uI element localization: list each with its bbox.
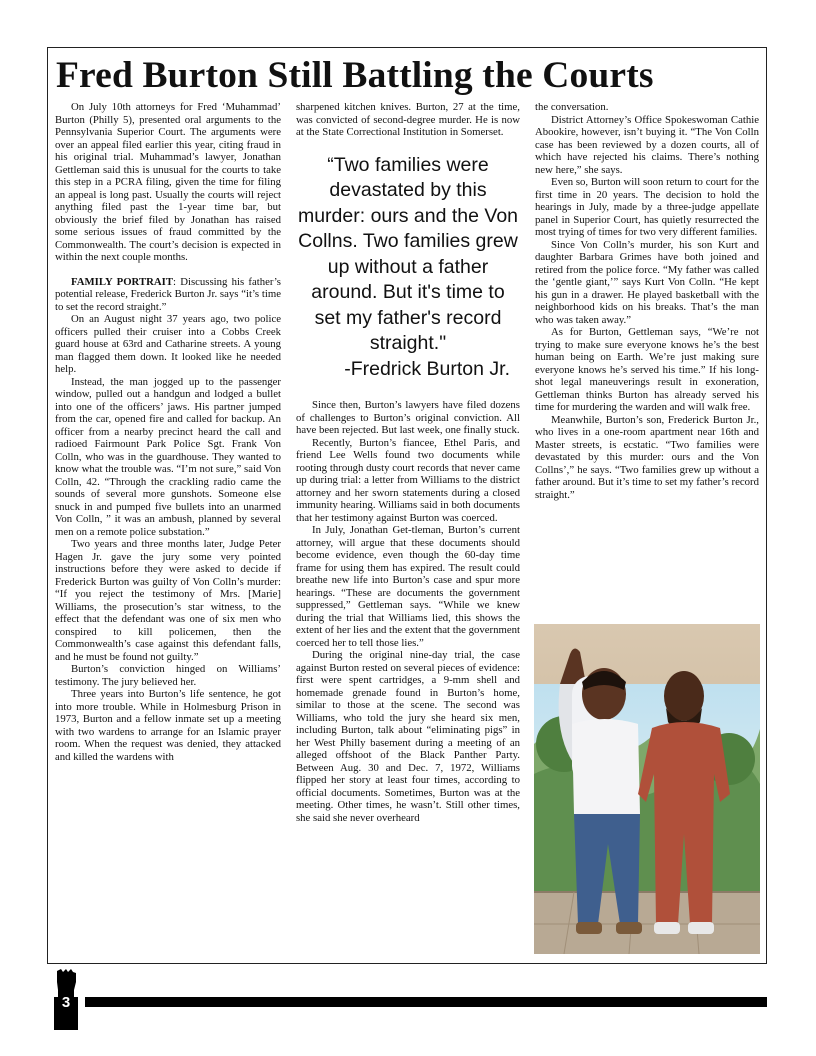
paragraph: Even so, Burton will soon return to court for the first time in 20 years. The decision to hold the hearings in July, made by a three-judge appellate panel in Superior Court, has quietly resurrected the most trying of times for two very different families. [535,176,759,238]
family-portrait-photo [534,624,760,954]
column-2 [296,101,520,824]
caption-text: : Discussing his father’s potential release, Frederick Burton Jr. says “it’s time to set the record straight.” [55,275,281,313]
paragraph: sharpened kitchen knives. Burton, 27 at the time, was convicted of second-degree murder. He is now at the State Correctional Institution in Somerset. [296,101,520,138]
pull-quote [296,153,520,383]
column-3 [535,101,759,501]
paragraph: As for Burton, Gettleman says, “We’re not trying to make sure everyone knows he’s the best human being on Earth. We’re just making sure everyone knows he’s served his time.” If his long-shot legal maneuverings result in exoneration, Gettleman thinks Burton has already served his time for murdering the warden and will walk free. [535,326,759,413]
paragraph: In July, Jonathan Get-tleman, Burton’s current attorney, will argue that these documents should become evidence, even though the 60-day time frame for using them has expired. The result could breathe new life into Burton’s case and spur more hearings. “These are documents the government suppressed,” Gettleman says. “While we knew during the trial that Williams lied, this shows the extent of her lies and the extent that the government coerced her to tell those lies.” [296,524,520,649]
paragraph: the conversation. [535,101,609,113]
paragraph: Recently, Burton’s fiancee, Ethel Paris, and friend Lee Wells found two documents while rooting through dusty court records that never came up during trial: a letter from Williams to the district attorney and her sworn statements during a closed immunity hearing. Williams said in both documents that her testimony against Burton was coerced. [296,436,520,524]
paragraph: During the original nine-day trial, the case against Burton rested on several pieces of evidence: first were spent cartridges, a 9-mm shell and homemade grenade found in Burton’s home, similar to those at the scene. The second was Williams, who told the jury she heard six men, including Burton, talk about “eliminating pigs” in her West Philly basement during a meeting of an alleged offshoot of the Black Panther Party. Between Aug. 30 and Dec. 7, 1972, Williams flipped her story at least four times, according to official documents. Sometimes, Burton was at the meeting. Other times, he wasn’t. Still other times, she said she never overheard [296,649,520,824]
page-number: 3 [61,994,71,1011]
pull-quote-attribution: -Fredrick Burton Jr. [344,357,510,380]
paragraph: On an August night 37 years ago, two police officers pulled their cruiser into a Cobbs Creek guard house at 63rd and Catharine streets. A young man flagged them down. It looked like he needed help. [55,313,281,375]
paragraph: Three years into Burton’s life sentence, he got into more trouble. While in Holmesburg Prison in 1973, Burton and a fellow inmate set up a meeting with two wardens to arrange for an Islamic prayer room. When the request was denied, they attacked and killed the wardens with [55,688,281,763]
paragraph: Since then, Burton’s lawyers have filed dozens of challenges to Burton’s original conviction. All have been rejected. But last week, one finally stuck. [296,399,520,436]
headline: Fred Burton Still Battling the Courts [56,55,654,96]
paragraph: Instead, the man jogged up to the passenger window, pulled out a handgun and lodged a bullet into one of the officers’ jaws. His partner jumped from the car, opened fire and called for backup. An officer from a nearby precinct heard the call and radioed Fairmount Park Police Sgt. Frank Von Colln, who was in the guardhouse. They wanted to know what the trouble was. “I’m not sure,” said Von Colln, 42. “Through the crackling radio came the sounds of several more gunshots. Someone else snuck in and pumped five bullets into an unarmed Von Colln, ” it was an ambush, planned by several men on a remote police substation.” [55,375,281,538]
paragraph: Meanwhile, Burton’s son, Frederick Burton Jr., who lives in a one-room apartment near 16th and Master streets, is ecstatic. “Two families were devastated by this murder: ours and the Von Collns’,” he says. “Two families grew up without a father around. But it’s time to set my father’s record straight.” [535,413,759,501]
photo-caption [55,276,281,314]
paragraph: On July 10th attorneys for Fred ‘Muhammad’ Burton (Philly 5), presented oral arguments to the Pennsylvania Superior Court. The arguments were over an appeal filed earlier this year, citing fraud in his original trial. Muhammad’s lawyer, Jonathan Gettleman said this is unusual for the courts to take this step in a PCRA filing, given the time for filing an appeal is long past. Usually the courts will reject anything filed past the 1-year time bar, but obviously the brief filed by Jonathan has raised some serious issues of fraud committed by the Commonwealth. The court’s decision is expected in within the next couple months. [55,101,281,263]
paragraph: Two years and three months later, Judge Peter Hagen Jr. gave the jury some very pointed instructions before they were asked to decide if Frederick Burton was guilty of Von Colln’s murder: “If you reject the testimony of Mrs. [Marie] Williams, the prosecution’s star witness, to the effect that the defendant was one of six men who conspired to kill policemen, then the Commonwealth’s case against this defendant falls, and he must be found not guilty.” [55,538,281,663]
caption-label: FAMILY PORTRAIT [71,275,173,288]
pull-quote-text: “Two families were devastated by this murder: ours and the Von Collns. Two families grew up without a father around. But it's time to set my father's record straight." [297,153,519,354]
paragraph: Burton’s conviction hinged on Williams’ testimony. The jury believed her. [55,663,281,688]
column-1 [55,101,281,763]
paragraph: Since Von Colln’s murder, his son Kurt and daughter Barbara Grimes have both joined and retired from the police force. “My father was called the ‘gentle giant,’” says Kurt Von Colln. “He kept his gun in a drawer. He played basketball with the neighborhood kids on his breaks. That’s the man who was taken away.” [535,238,759,326]
footer-rule [85,997,767,1007]
paragraph: District Attorney’s Office Spokeswoman Cathie Abookire, however, isn’t buying it. “The Von Colln case has been reviewed by a dozen courts, all of which have rejected his claims. There’s nothing new here,” she says. [535,113,759,176]
